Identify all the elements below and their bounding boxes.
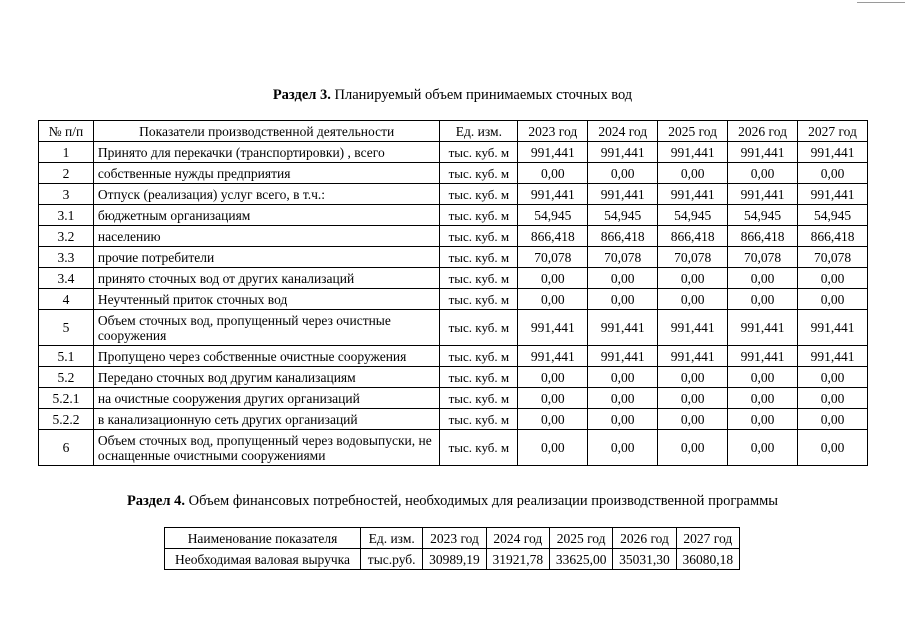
value-cell: 54,945 xyxy=(588,205,658,226)
table-header-cell: 2027 год xyxy=(798,121,868,142)
row-number-cell: 1 xyxy=(39,142,94,163)
table-header-cell: 2025 год xyxy=(658,121,728,142)
row-number-cell: 3.4 xyxy=(39,268,94,289)
indicator-name-cell: Пропущено через собственные очистные сооружения xyxy=(93,346,439,367)
value-cell: 0,00 xyxy=(518,163,588,184)
table-row xyxy=(165,549,740,570)
value-cell: 0,00 xyxy=(798,289,868,310)
indicator-name-cell: Принято для перекачки (транспортировки) , всего xyxy=(93,142,439,163)
indicator-name-cell: Передано сточных вод другим канализациям xyxy=(93,367,439,388)
indicator-name-cell: Объем сточных вод, пропущенный через водовыпуски, не оснащенные очистными сооружениями xyxy=(93,430,439,466)
section4-title: Объем финансовых потребностей, необходимых для реализации производственной программы xyxy=(188,493,779,509)
table-header-cell: Показатели производственной деятельности xyxy=(93,121,439,142)
value-cell: 991,441 xyxy=(798,310,868,346)
section4-label: Раздел 4. xyxy=(126,493,186,509)
value-cell: 70,078 xyxy=(798,247,868,268)
value-cell: 0,00 xyxy=(728,388,798,409)
table-row xyxy=(39,247,868,268)
row-number-cell: 5.2.1 xyxy=(39,388,94,409)
value-cell: 0,00 xyxy=(518,289,588,310)
unit-cell: тыс. куб. м xyxy=(440,289,518,310)
unit-cell: тыс. куб. м xyxy=(440,247,518,268)
value-cell: 866,418 xyxy=(518,226,588,247)
value-cell: 991,441 xyxy=(518,310,588,346)
indicator-name-cell: бюджетным организациям xyxy=(93,205,439,226)
value-cell: 54,945 xyxy=(658,205,728,226)
value-cell: 991,441 xyxy=(588,184,658,205)
value-cell: 0,00 xyxy=(658,388,728,409)
row-number-cell: 3.2 xyxy=(39,226,94,247)
value-cell: 0,00 xyxy=(728,367,798,388)
indicator-name-cell: в канализационную сеть других организаций xyxy=(93,409,439,430)
value-cell: 0,00 xyxy=(798,409,868,430)
value-cell: 70,078 xyxy=(518,247,588,268)
value-cell: 0,00 xyxy=(798,367,868,388)
row-number-cell: 2 xyxy=(39,163,94,184)
value-cell: 866,418 xyxy=(728,226,798,247)
indicator-name-cell: Отпуск (реализация) услуг всего, в т.ч.: xyxy=(93,184,439,205)
table-row xyxy=(39,268,868,289)
value-cell: 33625,00 xyxy=(549,549,612,570)
unit-cell: тыс. куб. м xyxy=(440,388,518,409)
value-cell: 0,00 xyxy=(728,268,798,289)
table-header-cell: Ед. изм. xyxy=(361,528,423,549)
table-header-cell: 2026 год xyxy=(613,528,676,549)
wastewater-volume-table xyxy=(38,120,868,466)
table-header-row xyxy=(39,121,868,142)
table-header-cell: 2023 год xyxy=(518,121,588,142)
row-number-cell: 5.2.2 xyxy=(39,409,94,430)
value-cell: 0,00 xyxy=(588,268,658,289)
value-cell: 70,078 xyxy=(658,247,728,268)
table-row xyxy=(39,310,868,346)
value-cell: 0,00 xyxy=(588,367,658,388)
value-cell: 991,441 xyxy=(728,184,798,205)
value-cell: 991,441 xyxy=(798,142,868,163)
value-cell: 991,441 xyxy=(658,142,728,163)
value-cell: 0,00 xyxy=(518,367,588,388)
unit-cell: тыс. куб. м xyxy=(440,409,518,430)
value-cell: 991,441 xyxy=(798,346,868,367)
row-number-cell: 6 xyxy=(39,430,94,466)
unit-cell: тыс. куб. м xyxy=(440,163,518,184)
row-number-cell: 5.1 xyxy=(39,346,94,367)
value-cell: 35031,30 xyxy=(613,549,676,570)
table-row xyxy=(39,142,868,163)
value-cell: 54,945 xyxy=(728,205,798,226)
value-cell: 0,00 xyxy=(588,430,658,466)
table-row xyxy=(39,163,868,184)
table-header-cell: 2024 год xyxy=(588,121,658,142)
row-number-cell: 3.3 xyxy=(39,247,94,268)
value-cell: 991,441 xyxy=(728,142,798,163)
value-cell: 991,441 xyxy=(658,346,728,367)
value-cell: 991,441 xyxy=(518,184,588,205)
value-cell: 70,078 xyxy=(728,247,798,268)
value-cell: 0,00 xyxy=(658,430,728,466)
value-cell: 0,00 xyxy=(798,388,868,409)
indicator-name-cell: собственные нужды предприятия xyxy=(93,163,439,184)
value-cell: 54,945 xyxy=(798,205,868,226)
row-number-cell: 3.1 xyxy=(39,205,94,226)
table-row xyxy=(39,226,868,247)
value-cell: 0,00 xyxy=(588,163,658,184)
value-cell: 0,00 xyxy=(658,367,728,388)
value-cell: 0,00 xyxy=(518,268,588,289)
unit-cell: тыс.руб. xyxy=(361,549,423,570)
section3-title: Планируемый объем принимаемых сточных вод xyxy=(334,87,633,103)
indicator-name-cell: на очистные сооружения других организаций xyxy=(93,388,439,409)
value-cell: 0,00 xyxy=(658,409,728,430)
unit-cell: тыс. куб. м xyxy=(440,226,518,247)
value-cell: 991,441 xyxy=(588,142,658,163)
row-number-cell: 3 xyxy=(39,184,94,205)
table-row xyxy=(39,388,868,409)
unit-cell: тыс. куб. м xyxy=(440,184,518,205)
page-edge-line xyxy=(857,2,905,3)
value-cell: 0,00 xyxy=(798,163,868,184)
indicator-name-cell: Необходимая валовая выручка xyxy=(165,549,361,570)
indicator-name-cell: Неучтенный приток сточных вод xyxy=(93,289,439,310)
value-cell: 0,00 xyxy=(728,163,798,184)
table-row xyxy=(39,346,868,367)
value-cell: 866,418 xyxy=(658,226,728,247)
value-cell: 0,00 xyxy=(728,409,798,430)
table-header-cell: 2024 год xyxy=(486,528,549,549)
unit-cell: тыс. куб. м xyxy=(440,205,518,226)
value-cell: 991,441 xyxy=(518,346,588,367)
section4-heading xyxy=(0,493,905,510)
unit-cell: тыс. куб. м xyxy=(440,430,518,466)
row-number-cell: 4 xyxy=(39,289,94,310)
row-number-cell: 5 xyxy=(39,310,94,346)
indicator-name-cell: принято сточных вод от других канализаций xyxy=(93,268,439,289)
value-cell: 0,00 xyxy=(518,388,588,409)
indicator-name-cell: населению xyxy=(93,226,439,247)
section3-heading xyxy=(0,87,905,104)
financial-needs-table xyxy=(164,527,740,570)
value-cell: 0,00 xyxy=(588,409,658,430)
value-cell: 0,00 xyxy=(798,268,868,289)
unit-cell: тыс. куб. м xyxy=(440,346,518,367)
section3-label: Раздел 3. xyxy=(272,87,331,103)
unit-cell: тыс. куб. м xyxy=(440,367,518,388)
value-cell: 31921,78 xyxy=(486,549,549,570)
value-cell: 30989,19 xyxy=(423,549,486,570)
value-cell: 0,00 xyxy=(798,430,868,466)
table-header-row xyxy=(165,528,740,549)
table-row xyxy=(39,289,868,310)
value-cell: 991,441 xyxy=(658,310,728,346)
value-cell: 54,945 xyxy=(518,205,588,226)
value-cell: 0,00 xyxy=(728,289,798,310)
value-cell: 991,441 xyxy=(588,310,658,346)
unit-cell: тыс. куб. м xyxy=(440,142,518,163)
table-header-cell: 2023 год xyxy=(423,528,486,549)
table-header-cell: 2026 год xyxy=(728,121,798,142)
table-row xyxy=(39,184,868,205)
table-header-cell: 2027 год xyxy=(676,528,739,549)
table-header-cell: Наименование показателя xyxy=(165,528,361,549)
value-cell: 0,00 xyxy=(658,163,728,184)
value-cell: 0,00 xyxy=(658,289,728,310)
value-cell: 991,441 xyxy=(728,310,798,346)
table-row xyxy=(39,205,868,226)
value-cell: 866,418 xyxy=(588,226,658,247)
table-row xyxy=(39,367,868,388)
value-cell: 991,441 xyxy=(728,346,798,367)
value-cell: 0,00 xyxy=(658,268,728,289)
value-cell: 0,00 xyxy=(728,430,798,466)
table-row xyxy=(39,409,868,430)
table-header-cell: № п/п xyxy=(39,121,94,142)
indicator-name-cell: Объем сточных вод, пропущенный через очистные сооружения xyxy=(93,310,439,346)
value-cell: 0,00 xyxy=(588,289,658,310)
value-cell: 0,00 xyxy=(588,388,658,409)
value-cell: 991,441 xyxy=(658,184,728,205)
unit-cell: тыс. куб. м xyxy=(440,268,518,289)
row-number-cell: 5.2 xyxy=(39,367,94,388)
table-row xyxy=(39,430,868,466)
value-cell: 991,441 xyxy=(518,142,588,163)
unit-cell: тыс. куб. м xyxy=(440,310,518,346)
value-cell: 866,418 xyxy=(798,226,868,247)
value-cell: 36080,18 xyxy=(676,549,739,570)
value-cell: 991,441 xyxy=(798,184,868,205)
indicator-name-cell: прочие потребители xyxy=(93,247,439,268)
value-cell: 70,078 xyxy=(588,247,658,268)
table-header-cell: Ед. изм. xyxy=(440,121,518,142)
value-cell: 991,441 xyxy=(588,346,658,367)
value-cell: 0,00 xyxy=(518,430,588,466)
value-cell: 0,00 xyxy=(518,409,588,430)
table-header-cell: 2025 год xyxy=(549,528,612,549)
